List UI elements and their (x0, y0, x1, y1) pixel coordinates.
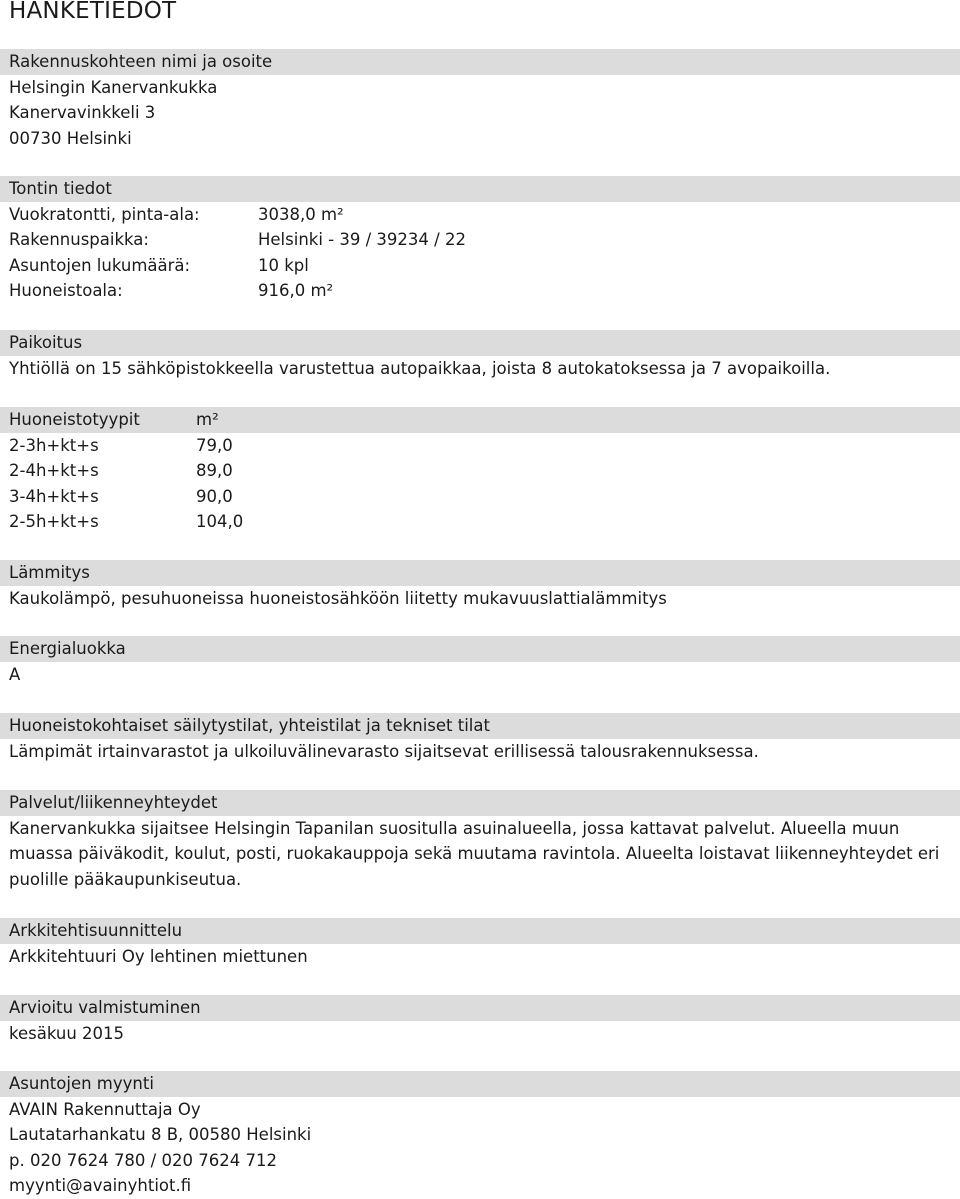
storage-text: Lämpimät irtainvarastot ja ulkoiluvälinevarasto sijaitsevat erillisessä talousrakennuksessa. (9, 741, 759, 761)
plot-row (0, 227, 960, 253)
sales-email: myynti@avainyhtiot.fi (9, 1176, 192, 1195)
apartment-area: 90,0 (196, 486, 233, 506)
section-completion (0, 995, 960, 1046)
plot-value: Helsinki - 39 / 39234 / 22 (258, 230, 466, 249)
apartment-types-header (0, 407, 960, 433)
apartment-area: 79,0 (196, 435, 233, 455)
sales-address: Lautatarhankatu 8 B, 00580 Helsinki (9, 1125, 312, 1144)
parking-text: Yhtiöllä on 15 sähköpistokkeella varustettua autopaikkaa, joista 8 autokatoksessa ja 7 avopaikoilla. (9, 358, 831, 378)
section-header-completion: Arvioitu valmistuminen (0, 995, 960, 1021)
energy-class-value: A (9, 664, 21, 684)
apartment-area: 104,0 (196, 512, 244, 531)
apartment-type-row (0, 433, 960, 459)
plot-value: 3038,0 m² (258, 204, 344, 224)
section-services (0, 790, 960, 892)
building-postal: 00730 Helsinki (9, 128, 132, 148)
section-header-heating: Lämmitys (0, 560, 960, 586)
plot-row (0, 202, 960, 228)
heating-text: Kaukolämpö, pesuhuoneissa huoneistosähköön liitetty mukavuuslattialämmitys (9, 588, 667, 608)
section-header-storage: Huoneistokohtaiset säilytystilat, yhteistilat ja tekniset tilat (0, 713, 960, 739)
section-plot (0, 176, 960, 304)
plot-row (0, 253, 960, 279)
apartment-type-row (0, 509, 960, 535)
section-header-plot: Tontin tiedot (0, 176, 960, 202)
apartment-type: 2-5h+kt+s (9, 512, 99, 531)
section-header-parking: Paikoitus (0, 330, 960, 356)
section-header-architecture: Arkkitehtisuunnittelu (0, 918, 960, 944)
plot-label: Rakennuspaikka: (9, 230, 149, 249)
plot-label: Asuntojen lukumäärä: (9, 255, 191, 275)
section-sales (0, 1071, 960, 1199)
building-street: Kanervavinkkeli 3 (9, 103, 156, 122)
section-header-services: Palvelut/liikenneyhteydet (0, 790, 960, 816)
section-heating (0, 560, 960, 611)
apartment-type: 2-3h+kt+s (9, 435, 99, 455)
apartment-type: 3-4h+kt+s (9, 486, 99, 506)
completion-text: kesäkuu 2015 (9, 1023, 125, 1043)
apartment-type-row (0, 458, 960, 484)
sales-phone: p. 020 7624 780 / 020 7624 712 (9, 1150, 277, 1170)
plot-label: Huoneistoala: (9, 281, 123, 300)
apartment-types-header-label: Huoneistotyypit (9, 410, 140, 429)
architecture-text: Arkkitehtuuri Oy lehtinen miettunen (9, 946, 308, 966)
apartment-types-header-unit: m² (196, 410, 219, 429)
section-architecture (0, 918, 960, 969)
section-storage (0, 713, 960, 764)
plot-value: 916,0 m² (258, 281, 334, 300)
plot-row (0, 278, 960, 304)
plot-value: 10 kpl (258, 255, 309, 275)
apartment-area: 89,0 (196, 461, 233, 480)
section-apartment-types (0, 407, 960, 535)
section-energy-class (0, 636, 960, 687)
section-parking (0, 330, 960, 381)
section-header-energy-class: Energialuokka (0, 636, 960, 662)
services-text: Kanervankukka sijaitsee Helsingin Tapanilan suositulla asuinalueella, jossa kattavat palvelut. Alueella muun muassa päiväkodit, koulut, posti, ruokakauppoja sekä muutama ravintola. Alueelta loistavat liikenneyhteydet eri puolille pääkaupunkiseutua. (9, 818, 940, 889)
apartment-type-row (0, 484, 960, 510)
apartment-type: 2-4h+kt+s (9, 461, 99, 480)
building-name: Helsingin Kanervankukka (9, 77, 218, 97)
page-title: HANKETIEDOT (9, 0, 177, 24)
section-header-building: Rakennuskohteen nimi ja osoite (0, 49, 960, 75)
plot-label: Vuokratontti, pinta-ala: (9, 204, 200, 224)
section-header-sales: Asuntojen myynti (0, 1071, 960, 1097)
sales-company: AVAIN Rakennuttaja Oy (9, 1099, 201, 1119)
section-building (0, 49, 960, 151)
